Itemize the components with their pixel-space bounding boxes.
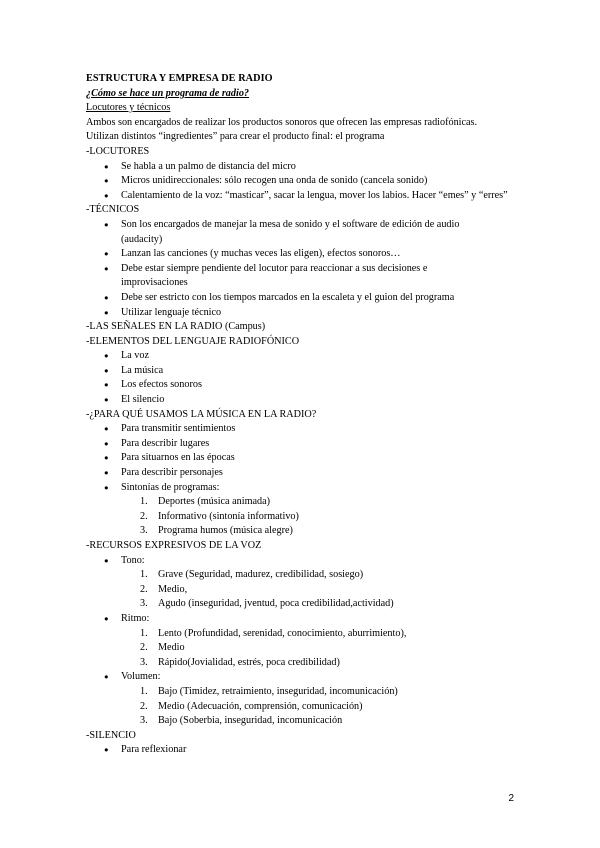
list-item <box>86 481 516 539</box>
locutores-list <box>86 160 516 204</box>
sintonias-list <box>121 495 516 539</box>
numbered-item <box>121 568 516 583</box>
elementos-heading: -ELEMENTOS DEL LENGUAJE RADIOFÓNICO <box>86 335 300 347</box>
item-number: 1. <box>140 627 148 639</box>
document-body <box>86 72 516 758</box>
item-number: 2. <box>140 642 148 654</box>
numbered-item <box>121 510 516 525</box>
numbered-item <box>121 495 516 510</box>
tono-label: ● Tono: <box>121 554 145 566</box>
list-item <box>86 554 516 612</box>
item-text: Bajo (Soberbia, inseguridad, incomunicación <box>158 715 343 727</box>
numbered-item <box>121 685 516 700</box>
document-title: ESTRUCTURA Y EMPRESA DE RADIO <box>86 73 273 84</box>
tecnicos-heading: -TÉCNICOS <box>86 204 140 216</box>
item-text: Rápido(Jovialidad, estrés, poca credibilidad) <box>158 656 340 668</box>
item-number: 2. <box>140 510 148 522</box>
item-text: Medio <box>158 642 185 654</box>
tono-list <box>121 568 516 612</box>
list-item: ● Utilizar lenguaje técnico <box>86 306 516 321</box>
silencio-heading: -SILENCIO <box>86 729 136 741</box>
numbered-item <box>121 627 516 642</box>
list-item: ● La música <box>86 364 516 379</box>
list-item: ● Para reflexionar <box>86 743 516 758</box>
list-item: ● Para describir lugares <box>86 437 516 452</box>
item-number: 2. <box>140 700 148 712</box>
tecnicos-list <box>86 218 516 320</box>
list-item: ● Calentamiento de la voz: “masticar”, sacar la lengua, mover los labios. Hacer “emes” y “erres” <box>86 189 516 204</box>
list-item: ● Para situarnos en las épocas <box>86 451 516 466</box>
list-item: ● La voz <box>86 349 516 364</box>
item-number: 1. <box>140 569 148 581</box>
ritmo-label: ● Ritmo: <box>121 612 150 624</box>
document-subtitle: ¿Cómo se hace un programa de radio? <box>86 87 250 99</box>
silencio-list <box>86 743 516 758</box>
item-number: 3. <box>140 598 148 610</box>
item-text: Programa humos (música alegre) <box>158 525 293 537</box>
list-item: ● Para describir personajes <box>86 466 516 481</box>
musica-list <box>86 422 516 539</box>
item-number: 1. <box>140 496 148 508</box>
item-text: Informativo (sintonía informativo) <box>158 510 299 522</box>
item-text: Medio (Adecuación, comprensión, comunicación) <box>158 700 363 712</box>
numbered-item <box>121 656 516 671</box>
item-text: Grave (Seguridad, madurez, credibilidad, sosiego) <box>158 569 364 581</box>
list-item: ● Micros unidireccionales: sólo recogen una onda de sonido (cancela sonido) <box>86 174 516 189</box>
volumen-label: ● Volumen: <box>121 671 161 683</box>
item-number: 3. <box>140 656 148 668</box>
sintonias-label: ● Sintonías de programas: <box>121 481 220 493</box>
list-item: ● Son los encargados de manejar la mesa de sonido y el software de edición de audio (audacity) <box>86 218 516 247</box>
list-item <box>86 670 516 728</box>
section-label: Locutores y técnicos <box>86 102 171 114</box>
ritmo-list <box>121 627 516 671</box>
numbered-item <box>121 714 516 729</box>
item-number: 1. <box>140 685 148 697</box>
intro-line: Ambos son encargados de realizar los productos sonoros que ofrecen las empresas radiofónicas. <box>86 116 478 128</box>
senales-heading: -LAS SEÑALES EN LA RADIO (Campus) <box>86 321 266 333</box>
numbered-item <box>121 641 516 656</box>
musica-heading: -¿PARA QUÉ USAMOS LA MÚSICA EN LA RADIO? <box>86 408 317 420</box>
recursos-heading: -RECURSOS EXPRESIVOS DE LA VOZ <box>86 540 262 551</box>
page-number: 2 <box>508 793 514 804</box>
list-item: ● Se habla a un palmo de distancia del micro <box>86 160 516 175</box>
list-item: ● Los efectos sonoros <box>86 378 516 393</box>
list-item: ● Lanzan las canciones (y muchas veces las eligen), efectos sonoros… <box>86 247 516 262</box>
list-item <box>86 612 516 670</box>
list-item: ● El silencio <box>86 393 516 408</box>
item-text: Medio, <box>158 583 188 595</box>
list-item: ● Debe ser estricto con los tiempos marcados en la escaleta y el guion del programa <box>86 291 516 306</box>
item-text: Lento (Profundidad, serenidad, conocimiento, aburrimiento), <box>158 627 407 639</box>
item-number: 3. <box>140 715 148 727</box>
item-number: 2. <box>140 583 148 595</box>
item-text: Agudo (inseguridad, jventud, poca credibilidad,actividad) <box>158 598 394 610</box>
recursos-list <box>86 554 516 729</box>
numbered-item <box>121 597 516 612</box>
list-item: ● Debe estar siempre pendiente del locutor para reaccionar a sus decisiones e improvisaciones <box>86 262 516 291</box>
intro-line: Utilizan distintos “ingredientes” para crear el producto final: el programa <box>86 131 385 143</box>
numbered-item <box>121 583 516 598</box>
volumen-list <box>121 685 516 729</box>
list-item: ● Para transmitir sentimientos <box>86 422 516 437</box>
elementos-list <box>86 349 516 407</box>
item-text: Bajo (Timidez, retraimiento, inseguridad, incomunicación) <box>158 685 398 697</box>
item-number: 3. <box>140 525 148 537</box>
numbered-item <box>121 700 516 715</box>
item-text: Deportes (música animada) <box>158 496 271 508</box>
locutores-heading: -LOCUTORES <box>86 145 150 157</box>
numbered-item <box>121 524 516 539</box>
